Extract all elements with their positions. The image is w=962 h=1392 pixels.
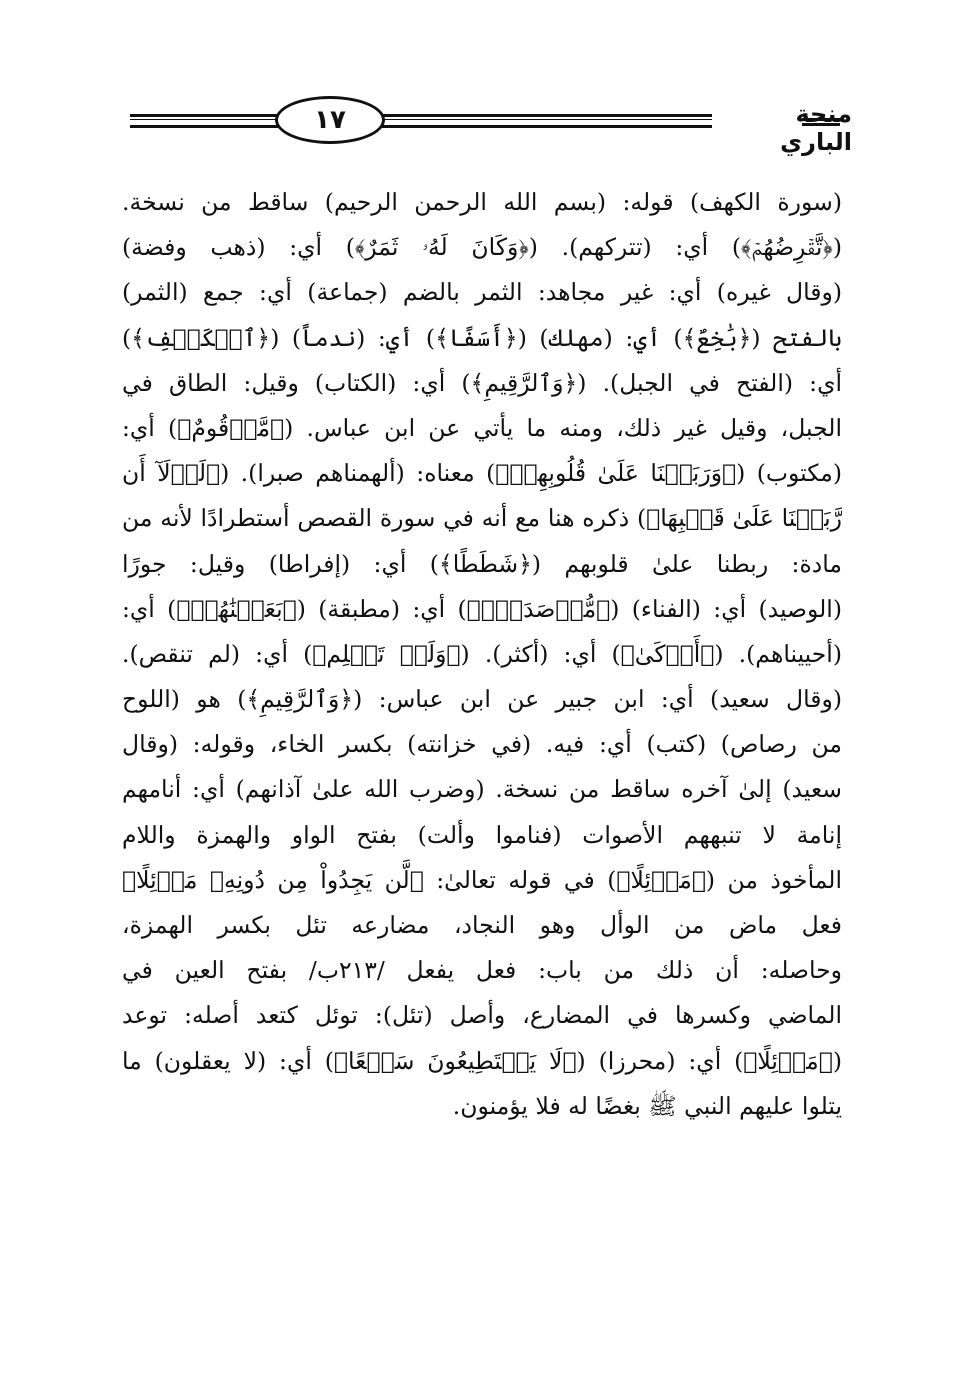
text-line: سعيد) إلىٰ آخره ساقط من نسخة. (وضرب الله علىٰ آذانهم) أي: أنامهم <box>122 775 842 804</box>
page-number: ١٧ <box>275 96 385 144</box>
text-line: وحاصله: أن ذلك من باب: فعل يفعل /٢١٣ب/ بفتح العين في <box>122 956 842 985</box>
header-rule-left <box>130 114 290 128</box>
text-line: الجبل، وقيل غير ذلك، ومنه ما يأتي عن ابن عباس. (﴿مَّرۡقُومٌ﴾) أي: <box>122 413 842 442</box>
text-line: (وقال سعيد) أي: ابن جبير عن ابن عباس: (﴿وَٱلرَّقِيمِ﴾) هو (اللوح <box>122 685 842 714</box>
page-header <box>120 92 852 156</box>
text-line: فعل ماض من الوأل وهو النجاد، مضارعه تئل بكسر الهمزة، <box>122 911 842 939</box>
running-title: منحة الباري <box>780 100 852 156</box>
text-line: (مكتوب) (﴿وَرَبَطۡنَا عَلَىٰ قُلُوبِهِمۡ﴾) معناه: (ألهمناهم صبرا). (﴿لَوۡلَآ أَن <box>122 459 842 488</box>
text-line: (وقال غيره) أي: غير مجاهد: الثمر بالضم (جماعة) أي: جمع (الثمر) <box>122 278 842 307</box>
text-line: (﴿مَوۡئِلًا﴾) أي: (محرزا) (﴿لَا يَسۡتَطِيعُونَ سَمۡعًا﴾) أي: (لا يعقلون) ما <box>122 1046 842 1075</box>
text-line: من رصاص) (كتب) أي: فيه. (في خزانته) بكسر الخاء، وقوله: (وقال <box>122 730 842 759</box>
text-line: يتلوا عليهم النبي ﷺ بغضًا له فلا يؤمنون. <box>452 1091 842 1120</box>
text-line: (أحييناهم). (﴿أَزۡكَىٰ﴾) أي: (أكثر). (﴿وَلَمۡ تَظۡلِم﴾) أي: (لم تنقص). <box>122 639 842 668</box>
text-line: مادة: ربطنا علىٰ قلوبهم (﴿شَطَطًا﴾) أي: (إفراطا) وقيل: جورًا <box>122 549 842 578</box>
main-text <box>122 180 842 1129</box>
text-line: إنامة لا تنبههم الأصوات (فناموا وألت) بفتح الواو والهمزة واللام <box>122 820 842 849</box>
text-line: الماضي وكسرها في المضارع، وأصل (تئل): توئل كتعد أصله: توعد <box>122 1001 842 1030</box>
text-line: (﴿تَّقۡرِضُهُمۡ﴾) أي: (تتركهم). (﴿وَكَانَ لَهُۥ ثَمَرٌ﴾) أي: (ذهب وفضة) <box>122 233 842 262</box>
text-line: رَّبَطۡنَا عَلَىٰ قَلۡبِهَا﴾) ذكره هنا مع أنه في سورة القصص أستطرادًا لأنه من <box>122 504 842 533</box>
header-rule-middle <box>382 114 712 128</box>
header-rule-right <box>802 118 840 126</box>
text-line: (سورة الكهف) قوله: (بسم الله الرحمن الرحيم) ساقط من نسخة. <box>122 188 842 216</box>
text-line: أي: (الفتح في الجبل). (﴿وَٱلرَّقِيمِ﴾) أي: (الكتاب) وقيل: الطاق في <box>122 368 842 397</box>
text-line: (الوصيد) أي: (الفناء) (﴿مُّؤۡصَدَةُۢ﴾) أي: (مطبقة) (﴿بَعَثۡنَٰهُمۡ﴾) أي: <box>122 594 842 623</box>
text-line: بالفتح (﴿بَٰخِعٌ﴾) أي: (مهلك) (﴿أَسَفًا﴾) أي: (ندماً) (﴿ٱلۡكَهۡفِ﴾) <box>122 323 842 352</box>
text-line: المأخوذ من (﴿مَوۡئِلًا﴾) في قوله تعالىٰ: ﴿لَّن يَجِدُواْ مِن دُونِهِۦ مَوۡئِلًا﴾ <box>122 865 842 894</box>
